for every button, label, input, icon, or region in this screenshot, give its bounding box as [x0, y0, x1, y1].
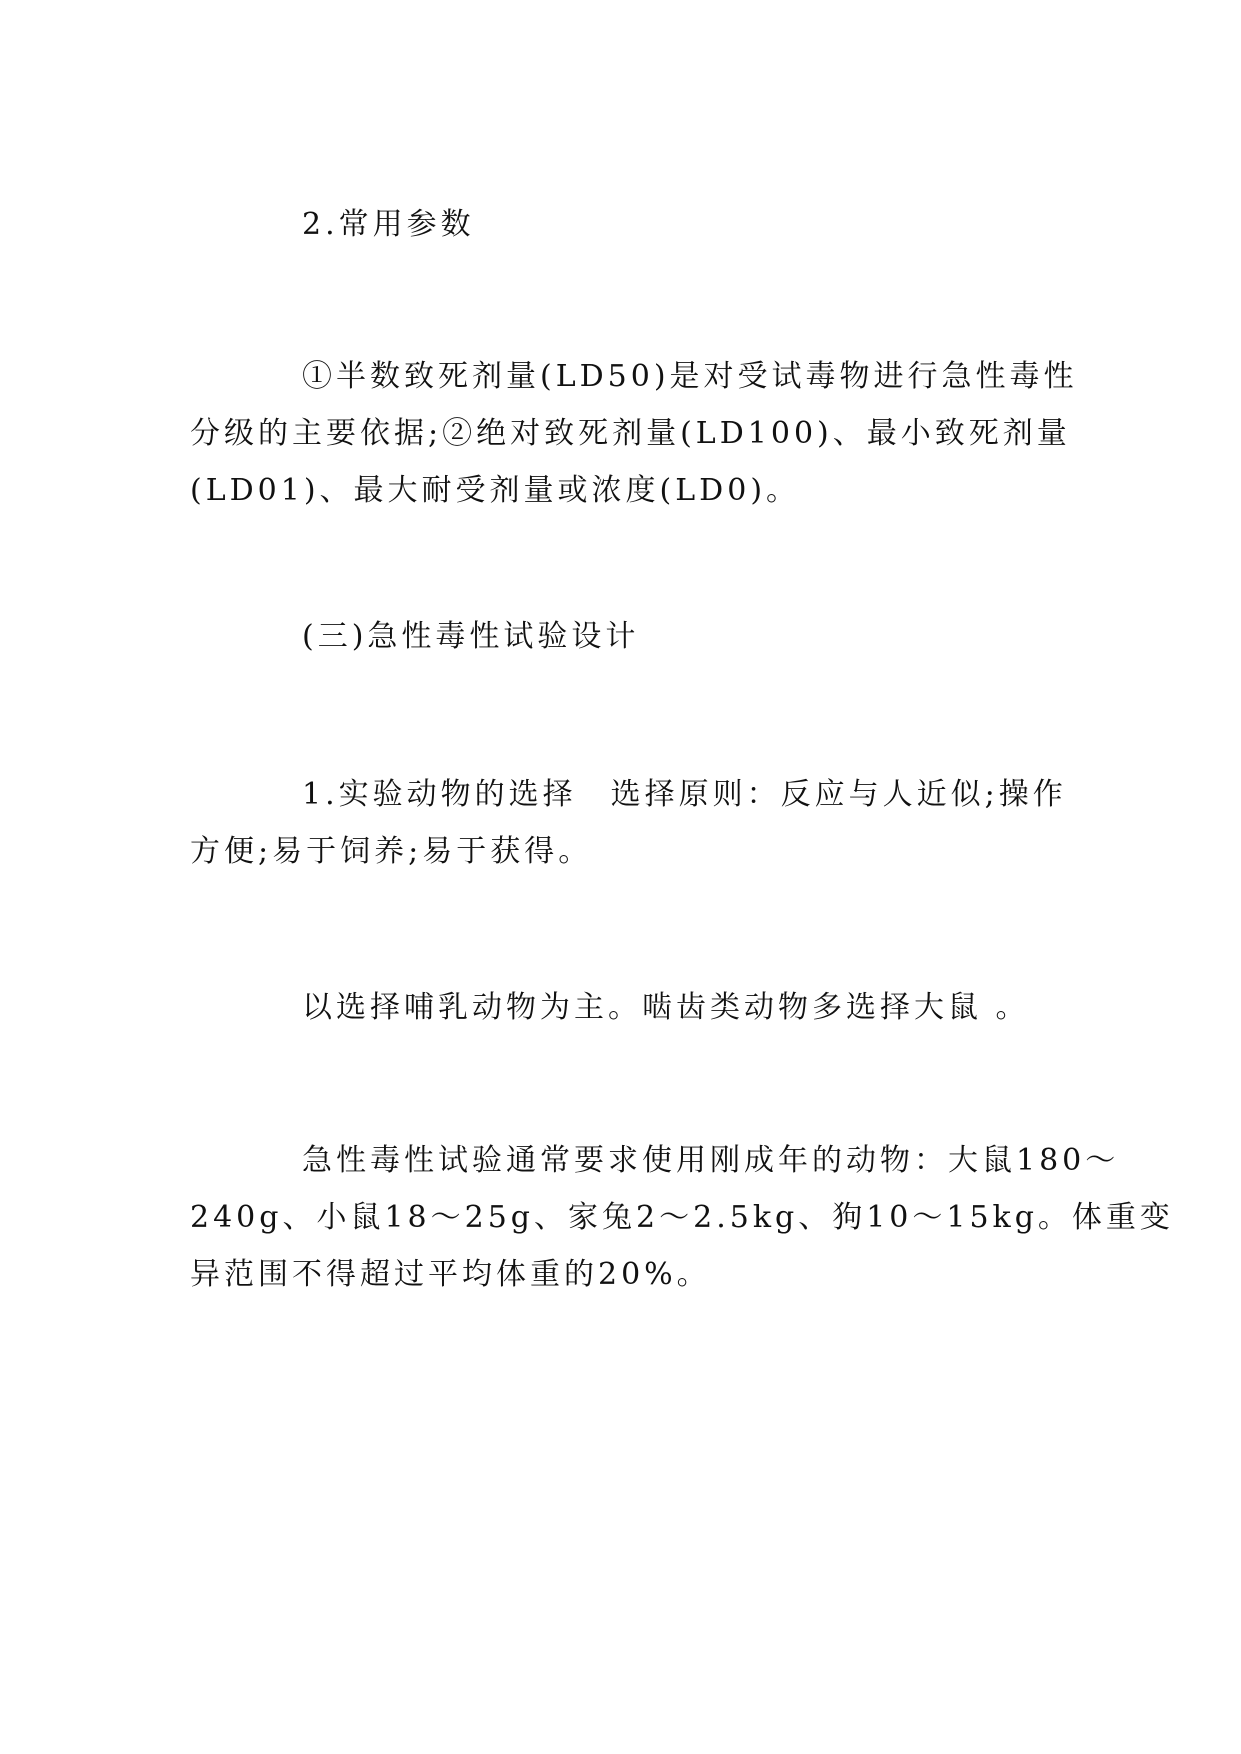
paragraph-line: 2.常用参数 [302, 207, 475, 242]
paragraph-line: 分级的主要依据;②绝对致死剂量(LD100)、最小致死剂量 [190, 416, 1071, 451]
paragraph-line: 240g、小鼠18～25g、家兔2～2.5kg、狗10～15kg。体重变 [190, 1200, 1174, 1235]
section-heading-acute-toxicity-design [190, 608, 1060, 665]
paragraph-line: 急性毒性试验通常要求使用刚成年的动物：大鼠180～ [302, 1143, 1120, 1178]
paragraph-line: 方便;易于饲养;易于获得。 [190, 834, 593, 869]
paragraph-animal-selection [190, 766, 1067, 880]
paragraph-mammals [190, 979, 1060, 1036]
paragraph-line: 1.实验动物的选择 选择原则：反应与人近似;操作 [302, 777, 1067, 812]
paragraph-line: 异范围不得超过平均体重的20%。 [190, 1257, 711, 1292]
paragraph-lethal-dose [190, 348, 1078, 519]
paragraph-line: 以选择哺乳动物为主。啮齿类动物多选择大鼠 。 [302, 990, 1030, 1025]
paragraph-body-weight [190, 1132, 1174, 1303]
paragraph-line: ①半数致死剂量(LD50)是对受试毒物进行急性毒性 [302, 359, 1078, 394]
section-heading-common-parameters [190, 196, 1060, 253]
paragraph-line: (三)急性毒性试验设计 [302, 619, 640, 654]
paragraph-line: (LD01)、最大耐受剂量或浓度(LD0)。 [190, 473, 801, 508]
